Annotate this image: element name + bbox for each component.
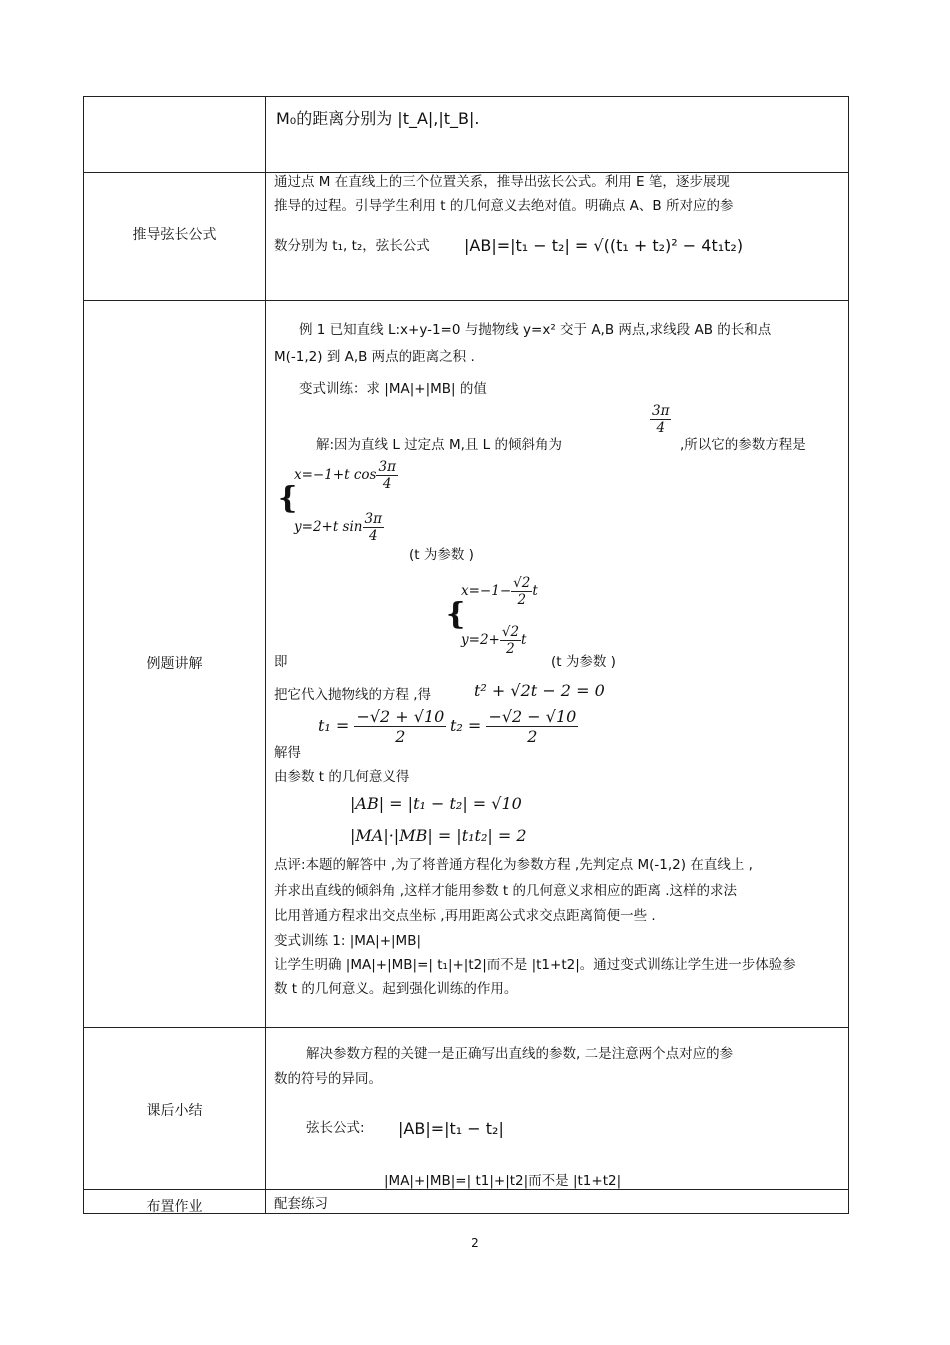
clarify-line-1: 让学生明确 |MA|+|MB|=| t₁|+|t2|而不是 |t1+t2|。通过变式训练让学生进一步体验参 (274, 957, 796, 973)
param-x-cos: x=−1+t cos $\frac{3\pi}{4}$ (294, 459, 396, 493)
param-note-2: (t 为参数 ) (551, 654, 616, 670)
summary-sum-note: |MA|+|MB|=| t1|+|t2|而不是 |t1+t2| (384, 1173, 622, 1189)
param-note-1: (t 为参数 ) (409, 547, 474, 563)
chord-length-formula: |AB|=|t₁ − t₂| = √((t₁ + t₂)² − 4t₁t₂) (464, 236, 744, 255)
quadratic-equation: t² + √2t − 2 = 0 (474, 681, 605, 700)
variant-1: 变式训练 1: |MA|+|MB| (274, 933, 422, 949)
summary-line-2: 数的符号的异同。 (274, 1071, 382, 1087)
chord-formula-label: 弦长公式: (306, 1120, 365, 1136)
row-divider (84, 172, 848, 173)
variant-question: 变式训练：求 |MA|+|MB| 的值 (299, 381, 487, 397)
comment-line-2: 并求出直线的倾斜角 ,这样才能用参数 t 的几何意义求相应的距离 .这样的求法 (274, 883, 738, 899)
homework-content: 配套练习 (274, 1196, 328, 1212)
derive-line-1: 通过点 M 在直线上的三个位置关系，推导出弦长公式。利用 E 笔，逐步展现 (274, 174, 730, 190)
ma-mb-product: |MA|·|MB| = |t₁t₂| = 2 (350, 826, 527, 845)
lesson-table (83, 96, 849, 1214)
row-divider (84, 1027, 848, 1028)
geo-meaning-text: 由参数 t 的几何意义得 (274, 769, 410, 785)
summary-chord-formula: |AB|=|t₁ − t₂| (398, 1119, 504, 1138)
incline-angle: $\frac{3\pi}{4}$ (652, 403, 670, 437)
param2-y: y=2+ $\frac{√2}{2}$ t (461, 624, 527, 658)
summary-label: 课后小结 (146, 1103, 203, 1119)
example-1-line-1: 例 1 已知直线 L:x+y-1=0 与抛物线 y=x² 交于 A,B 两点,求线段 AB 的长和点 (299, 322, 772, 338)
homework-label: 布置作业 (146, 1199, 203, 1215)
brace-symbol: { (446, 597, 466, 632)
solution-tail: ,所以它的参数方程是 (680, 437, 806, 453)
substitute-text: 把它代入抛物线的方程 ,得 (274, 687, 432, 703)
example-1-line-2: M(-1,2) 到 A,B 两点的距离之积 . (274, 349, 475, 365)
brace-symbol: { (278, 481, 298, 516)
row-divider (84, 300, 848, 301)
param2-x: x=−1− $\frac{√2}{2}$ t (461, 575, 538, 609)
comment-line-1: 点评:本题的解答中 ,为了将普通方程化为参数方程 ,先判定点 M(-1,2) 在直线上 , (274, 857, 753, 873)
ji-text: 即 (274, 654, 288, 670)
param-y-sin: y=2+t sin $\frac{3\pi}{4}$ (294, 511, 382, 545)
jiede-text: 解得 (274, 745, 301, 761)
ab-result: |AB| = |t₁ − t₂| = √10 (350, 794, 522, 813)
derive-line-3: 数分别为 t₁, t₂，弦长公式 (274, 238, 430, 254)
page-number: 2 (471, 1236, 479, 1250)
t1-solution: t₁ = $\frac{-√2 + √10}{2}$ (318, 707, 445, 747)
t2-solution: t₂ = $\frac{-√2 - √10}{2}$ (450, 707, 577, 747)
summary-line-1: 解决参数方程的关键一是正确写出直线的参数, 二是注意两个点对应的参 (306, 1046, 734, 1062)
derive-line-2: 推导的过程。引导学生利用 t 的几何意义去绝对值。明确点 A、B 所对应的参 (274, 198, 734, 214)
solution-intro: 解:因为直线 L 过定点 M,且 L 的倾斜角为 (316, 437, 562, 453)
intro-distance-text: M₀的距离分别为 |t_A|,|t_B|. (276, 109, 480, 128)
derive-label: 推导弦长公式 (132, 227, 217, 243)
column-divider (265, 97, 266, 1213)
example-label: 例题讲解 (146, 656, 203, 672)
clarify-line-2: 数 t 的几何意义。起到强化训练的作用。 (274, 981, 518, 997)
comment-line-3: 比用普通方程求出交点坐标 ,再用距离公式求交点距离简便一些 . (274, 908, 656, 924)
